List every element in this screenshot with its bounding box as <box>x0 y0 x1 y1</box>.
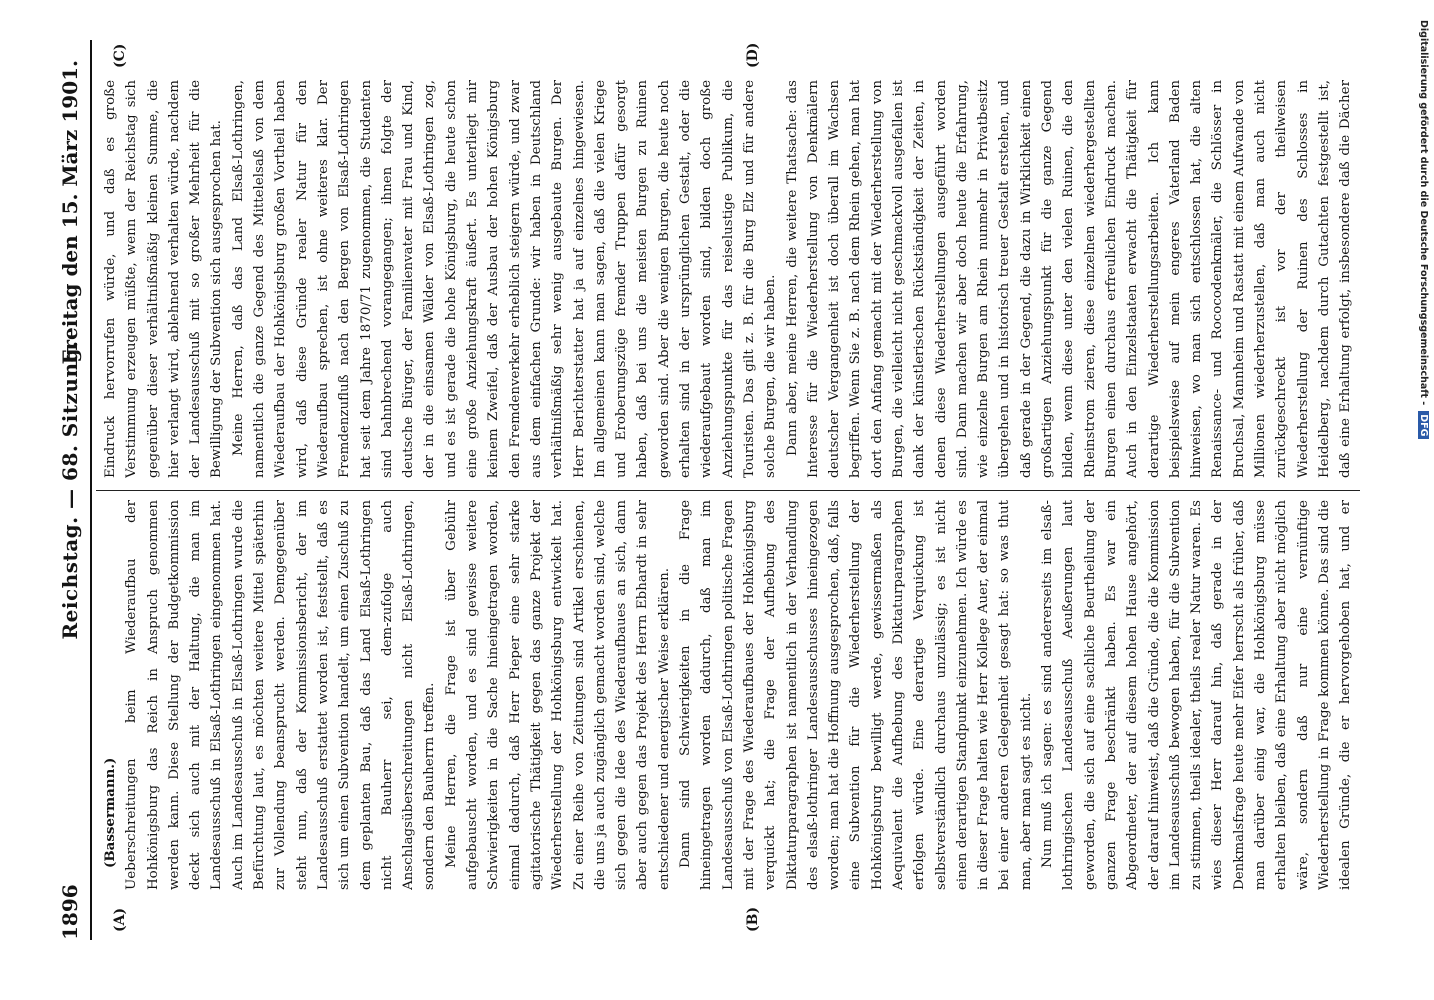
page-number: 1896 <box>58 884 82 940</box>
column-divider <box>96 490 1360 491</box>
page-header <box>52 40 88 940</box>
paragraph: Dann sind Schwierigkeiten in die Frage hineingetragen worden dadurch, daß man im Landesausschuß von Elsaß-Lothringen politische Fragen mit der Frage des Wiederaufbaues der Hohkönigsburg verquickt hat; die Frage der Aufhebung des Diktaturparagraphen ist namentlich in der Verhandlung des elsaß-lothringer Landesausschusses hineingezogen worden; man hat die Hoffnung ausgesprochen, daß, falls eine Subvention für die Wiederherstellung der Hohkönigsburg bewilligt werde, gewissermaßen als Aequivalent die Aufhebung des Diktaturparagraphen erfolgen würde. Eine derartige Verquickung ist selbstverständlich durchaus unzulässig; es ist nicht einen derartigen Standpunkt einzunehmen. Ich würde es in dieser Frage halten wie Herr Kollege Auer, der einmal bei einer anderen Gelegenheit gesagt hat: so was thut man, aber man sagt es nicht. <box>678 500 1034 890</box>
paragraph: Meine Herren, die Frage ist über Gebühr aufgebauscht worden, und es sind gewisse weitere Schwierigkeiten in die Sache hineingetragen worden, einmal dadurch, daß Herr Pieper eine sehr starke agitatorische Thätigkeit gegen das ganze Projekt der Wiederherstellung der Hohkönigsburg entwickelt hat. Zu einer Reihe von Zeitungen sind Artikel erschienen, die uns ja auch zugänglich gemacht worden sind, welche sich gegen die Idee des Wiederaufbaues an sich, dann aber auch gegen das Projekt des Herrn Ebhardt in sehr entschiedener und energischer Weise erklären. <box>443 500 672 890</box>
margin-mark-d: (D) <box>745 42 761 68</box>
margin-mark-c: (C) <box>112 43 128 68</box>
header-rule <box>90 40 92 940</box>
dfg-logo: DFG <box>1418 411 1429 439</box>
paragraph: Eindruck hervorrufen würde, und daß es große Verstimmung erzeugen müßte, wenn der Reichstag sich gegenüber dieser verhältnißmäßig kleinen Summe, die hier verlangt wird, ablehnend verhalten würde, nachdem der Landesausschuß mit so großer Mehrheit für die Bewilligung der Subvention sich ausgesprochen hat. <box>103 80 225 478</box>
credit-text: Digitalisierung gefördert durch die Deutsche Forschungsgemeinschaft - <box>1418 20 1429 406</box>
paragraph: Dann aber, meine Herren, die weitere Thatsache: das Interesse für die Wiederherstellung von Denkmälern deutscher Vergangenheit ist doch überall im Wachsen begriffen. Wenn Sie z. B. nach dem Rhein gehen, man hat dort den Anfang gemacht mit der Wiederherstellung von Burgen, die vielleicht nicht geschmackvoll ausgefallen ist dank der künstlerischen Rückständigkeit der Zeiten, in denen diese Wiederherstellungen ausgeführt worden sind. Dann machen wir aber doch heute die Erfahrung, wie einzelne Burgen am Rhein nunmehr in Privatbesitz übergehen und in historisch treuer Gestalt erstehen, und daß gerade in der Gegend, die dazu in Wirklichkeit einen großartigen Anziehungspunkt für die ganze Gegend bilden, wenn diese unter den vielen Ruinen, die den Rheinstrom zieren, diese einzelnen wiederhergestellten Burgen einen durchaus erfreulichen Eindruck machen. Auch in den Einzelstaaten erwacht die Thätigkeit für derartige Wiederherstellungsarbeiten. Ich kann beispielsweise auf mein engeres Vaterland Baden hinweisen, wo man sich entschlossen hat, die alten Renaissance- und Rococodenkmäler, die Schlösser in Bruchsal, Mannheim und Rastatt mit einem Aufwande von Millionen wiederherzustellen, daß man auch nicht zurückgeschreckt ist vor der theilweisen Wiederherstellung der Ruinen des Schlosses in Heidelberg, nachdem durch Gutachten festgestellt ist, daß eine Erhaltung erfolgt, insbesondere daß die Dächer <box>784 80 1354 478</box>
digitization-credit <box>1416 20 1430 980</box>
paragraph: Meine Herren, daß das Land Elsaß-Lothringen, namentlich die ganze Gegend des Mittelelsaß von dem Wiederaufbau der Hohkönigsburg großen Vortheil haben wird, daß diese Gründe realer Natur für den Wiederaufbau sprechen, ist ohne weiteres klar. Der Fremdenzufluß nach den Bergen von Elsaß-Lothringen hat seit dem Jahre 1870/71 zugenommen, die Studenten sind bahnbrechend vorangegangen; ihnen folgte der deutsche Bürger, der Familienvater mit Frau und Kind, der in die einsamen Wälder von Elsaß-Lothringen zog, und es ist gerade die hohe Königsburg, die heute schon eine große Anziehungskraft äußert. Es unterliegt mir keinem Zweifel, daß der Ausbau der hohen Königsburg den Fremdenverkehr erheblich steigern würde, und zwar aus dem einfachen Grunde: wir haben in Deutschland verhältnißmäßig sehr wenig ausgebaute Burgen. Der Herr Berichterstatter hat ja auf einzelnes hingewiesen. Im allgemeinen kann man sagen, daß die vielen Kriege und Eroberungszüge fremder Truppen dafür gesorgt haben, daß bei uns die meisten Burgen zu Ruinen geworden sind. Aber die wenigen Burgen, die heute noch erhalten sind in der ursprünglichen Gestalt, oder die wiederaufgebaut worden sind, bilden doch große Anziehungspunkte für das reiselustige Publikum, die Touristen. Das gilt z. B. für die Burg Elz und für andere solche Burgen, die wir haben. <box>230 80 779 478</box>
session-date: Freitag den 15. März 1901. <box>58 60 82 365</box>
paragraph: Nun muß ich sagen: es sind andererseits im elsaß-lothringischen Landesausschuß Aeußerungen laut geworden, die sich auf eine sachliche Beurtheilung der ganzen Frage beschränkt haben. Es war ein Abgeordneter, der auf diesem hohen Hause angehört, der darauf hinweist, daß die Gründe, die die Kommission im Landesausschuß bewogen haben, für die Subvention zu stimmen, theils idealer, theils realer Natur waren. Es wies dieser Herr darauf hin, daß gerade in der Denkmalsfrage heute mehr Eifer herrscht als früher, daß man darüber einig war, die Hohkönigsburg müsse erhalten bleiben, daß eine Erhaltung aber nicht möglich wäre, sondern daß nur eine vernünftige Wiederherstellung in Frage kommen könne. Das sind die idealen Gründe, die er hervorgehoben hat, und er <box>1040 500 1354 890</box>
speaker-name: (Bassermann.) <box>102 757 118 868</box>
margin-mark-a: (A) <box>112 907 128 932</box>
left-column <box>100 500 1358 890</box>
session-title: Reichstag. — 68. Sitzung. <box>58 340 82 640</box>
right-column <box>100 80 1358 478</box>
paragraph: Ueberschreitungen beim Wiederaufbau der Hohkönigsburg das Reich in Anspruch genommen werden kann. Diese Stellung der Budgetkommission deckt sich auch mit der Haltung, die man im Landesausschuß in Elsaß-Lothringen eingenommen hat. Auch im Landesausschuß in Elsaß-Lothringen wurde die Befürchtung laut, es möchten weitere Mittel späterhin zur Vollendung beansprucht werden. Demgegenüber steht nun, daß der Kommissionsbericht, der im Landesausschuß erstattet worden ist, feststellt, daß es sich um einen Subvention handelt, um einen Zuschuß zu dem geplanten Bau, daß das Land Elsaß-Lothringen nicht Bauherr sei, dem-zufolge auch Anschlagsüberschreitungen nicht Elsaß-Lothringen, sondern den Bauherrn treffen. <box>124 500 438 890</box>
margin-mark-b: (B) <box>745 906 761 932</box>
